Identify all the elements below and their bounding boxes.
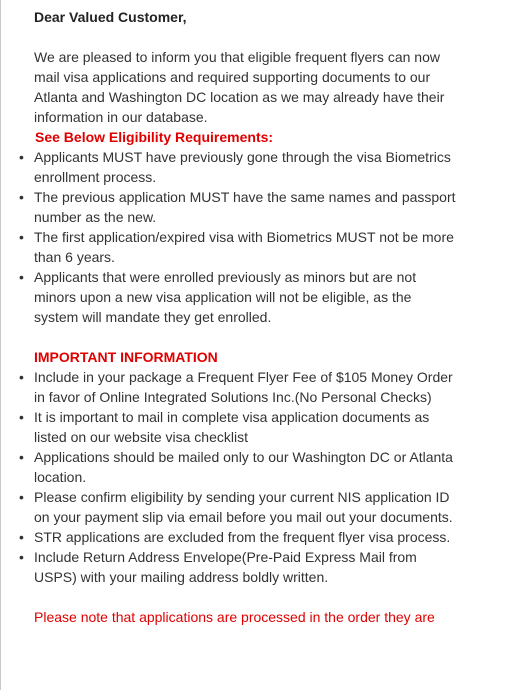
list-item-text: The first application/expired visa with Biometrics MUST not be more than 6 years. [34,229,454,265]
notice-body [19,7,459,627]
list-item-text: Applicants that were enrolled previously as minors but are not minors upon a new visa application will not be eligible, as the system will mandate they get enrolled. [34,269,417,325]
bullet-icon: • [19,549,24,565]
important-heading: IMPORTANT INFORMATION [34,349,218,365]
list-item [19,487,459,527]
eligibility-list [19,147,459,327]
list-item [19,407,459,447]
list-item-text: Applications should be mailed only to our Washington DC or Atlanta location. [34,449,453,485]
bullet-icon: • [19,529,24,545]
bullet-icon: • [19,369,24,385]
greeting: Dear Valued Customer, [34,9,187,25]
section-spacer [34,327,459,347]
list-item [19,267,459,327]
list-item [19,187,459,227]
bullet-icon: • [19,489,24,505]
list-item [19,447,459,487]
list-item [19,547,459,587]
bullet-icon: • [19,149,24,165]
list-item [19,527,459,547]
list-item [19,147,459,187]
list-item-text: It is important to mail in complete visa application documents as listed on our website visa checklist [34,409,430,445]
bullet-icon: • [19,189,24,205]
intro-paragraph: We are pleased to inform you that eligible frequent flyers can now mail visa applications and required supporting documents to our Atlanta and Washington DC location as we may already have their information in our database. [34,49,445,125]
list-item-text: The previous application MUST have the same names and passport number as the new. [34,189,456,225]
important-list [19,367,459,587]
list-item-text: Please confirm eligibility by sending your current NIS application ID on your payment slip via email before you mail out your documents. [34,489,453,525]
list-item [19,227,459,267]
list-item-text: Include in your package a Frequent Flyer Fee of $105 Money Order in favor of Online Integrated Solutions Inc.(No Personal Checks) [34,369,453,405]
section-spacer [34,587,459,607]
list-item-text: STR applications are excluded from the frequent flyer visa process. [34,529,451,545]
eligibility-heading: See Below Eligibility Requirements: [35,129,274,145]
bullet-icon: • [19,229,24,245]
bullet-icon: • [19,269,24,285]
list-item-text: Include Return Address Envelope(Pre-Paid Express Mail from USPS) with your mailing address boldly written. [34,549,417,585]
list-item [19,367,459,407]
bullet-icon: • [19,449,24,465]
bullet-icon: • [19,409,24,425]
processing-order-note: Please note that applications are processed in the order they are [34,609,435,625]
left-border [0,0,1,690]
list-item-text: Applicants MUST have previously gone through the visa Biometrics enrollment process. [34,149,451,185]
